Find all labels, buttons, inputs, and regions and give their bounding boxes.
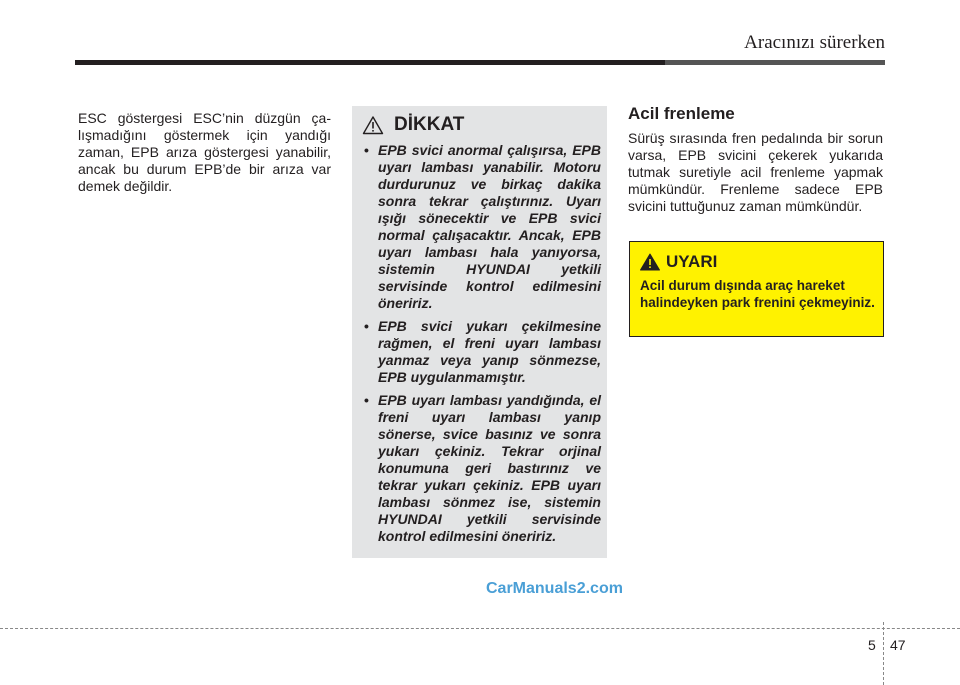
warning-triangle-outline-icon (362, 115, 384, 135)
caution-header (362, 114, 464, 136)
header-rule (75, 60, 885, 65)
warning-box (629, 241, 884, 337)
chapter-number: 5 (868, 637, 876, 653)
footer-divider (883, 622, 884, 685)
caution-item: • EPB svici anormal çalışırsa, EPB uyarı lambası yanabilir. Motoru durdurunuz ve birkaç dakika sonra tekrar çalıştırınız. Uyarı ışığı sönecektir ve EPB svici normal çalışacaktır. Ancak, EPB uyarı lambası hala yanıyorsa, sistemin HYUNDAI yetkili servisinde kontrol edilmesini öneririz. (364, 142, 601, 312)
warning-triangle-filled-icon (640, 253, 660, 271)
warning-header (640, 252, 717, 272)
caution-title: DİKKAT (394, 114, 465, 135)
caution-box (352, 106, 607, 558)
caution-list (364, 142, 601, 551)
header-title: Aracınızı sürerken (744, 32, 885, 53)
watermark-link[interactable]: CarManuals2.com (486, 580, 623, 597)
caution-item: • EPB svici yukarı çekilmesine rağmen, el freni uyarı lambası yanmaz veya yanıp sönmezse, EPB uygulanmamıştır. (364, 318, 601, 386)
warning-title: UYARI (666, 252, 718, 271)
page-number: 47 (890, 637, 906, 653)
left-column-text: ESC göstergesi ESC’nin düzgün çalışmadığını göstermek için yandığı zaman, EPB arıza göstergesi yanabilir, ancak bu durum EPB’de bir arıza var demek değildir. (78, 110, 331, 194)
footer-rule (0, 628, 960, 629)
warning-text: Acil durum dışında araç hareket halindeyken park frenini çekmeyiniz. (640, 278, 875, 310)
caution-item: • EPB uyarı lambası yandığında, el freni uyarı lambası yanıp sönerse, svice basınız ve sonra yukarı çekiniz. Tekrar orjinal konumuna geri bastırınız ve tekrar yukarı çekiniz. EPB uyarı lambası sönmez ise, sistemin HYUNDAI yetkili servisinde kontrol edilmesini öneririz. (364, 392, 601, 545)
section-title: Acil frenleme (628, 104, 735, 123)
right-column-text: Sürüş sırasında fren pedalında bir sorun varsa, EPB svicini çekerek yukarıda tutmak suretiyle acil frenleme yapmak mümkündür. Frenleme sadece EPB svicini tuttuğunuz zaman mümkündür. (628, 130, 883, 214)
